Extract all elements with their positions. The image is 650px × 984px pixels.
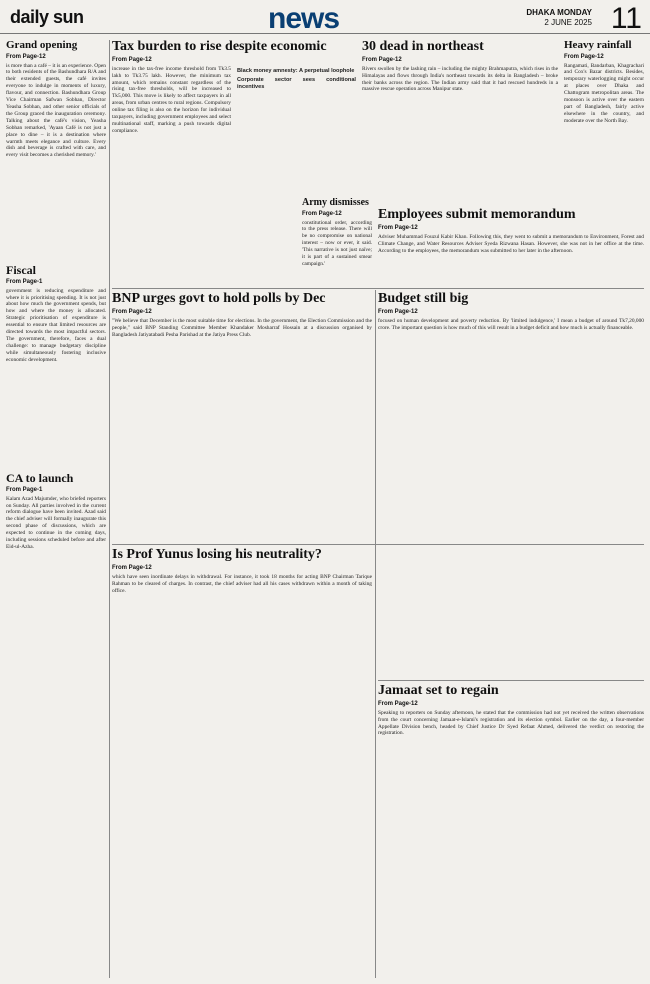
article-bnp-urges bbox=[112, 292, 372, 540]
article-body: Speaking to reporters on Sunday afternoon, he stated that the commission had not yet received the written observations from the court concerning Jamaat-e-Islami's registration and its election symbol. Earlier on the day, a four-member Appellate Division bench, headed by Chief Justice Dr Syed Refaat Ahmed, delivered the verdict on restoring the registration. bbox=[378, 709, 644, 737]
kicker: From Page-12 bbox=[362, 56, 402, 63]
section-title: news bbox=[268, 2, 340, 35]
kicker: From Page-1 bbox=[6, 278, 43, 285]
divider bbox=[378, 680, 644, 681]
article-30-dead bbox=[362, 40, 558, 200]
dateline-city: DHAKA MONDAY bbox=[526, 8, 592, 17]
kicker: From Page-12 bbox=[6, 53, 46, 60]
kicker: From Page-12 bbox=[378, 224, 418, 231]
article-army-dismisses bbox=[302, 198, 372, 284]
kicker: From Page-12 bbox=[302, 210, 342, 217]
article-body: Kalam Azad Majumder, who briefed reporters on Sunday. All parties involved in the current reform dialogue have been invited. Azad said the chief adviser will formally inaugurate this second phase of discussions, which are expected to continue in the coming days, including sessions scheduled before and after Eid-ul-Azha. bbox=[6, 495, 106, 550]
divider bbox=[375, 290, 376, 978]
divider bbox=[112, 288, 644, 289]
kicker: From Page-12 bbox=[112, 564, 152, 571]
brand-logo: daily sun bbox=[10, 7, 84, 27]
article-body: Rangamati, Bandarban, Khagrachari and Cox's Bazar districts. Besides, temporary waterlogging might occur at places over Dhaka and Chattogram metropolitan areas. The monsoon is active over the eastern part of Bangladesh, fairly active elsewhere in the country, and moderate over the North Bay. bbox=[564, 62, 644, 124]
headline: BNP urges govt to hold polls by Dec bbox=[112, 292, 326, 306]
kicker: From Page-12 bbox=[112, 56, 152, 63]
article-body: focused on human development and poverty reduction. By 'limited indulgence,' I mean a budget of around Tk7,20,000 crore. The important question is how much of this will result in a budget deficit and how much is actually financeable. bbox=[378, 317, 644, 331]
article-body: increase in the tax-free income threshold from Tk3.5 lakh to Tk3.75 lakh. However, the minimum tax amount, which remains constant regardless of the rising tax-free thresholds, will be increased to Tk5,000. This move is likely to affect taxpayers in all areas, from urban centres to rural regions. Compulsory online tax filing is also on the horizon for individual taxpayers, including government employees and select multinational staff, marking a push towards digital compliance. bbox=[112, 65, 231, 134]
article-budget-still-big bbox=[378, 292, 644, 540]
article-ca-to-launch bbox=[6, 472, 106, 652]
kicker: From Page-12 bbox=[564, 53, 604, 60]
article-fiscal bbox=[6, 264, 106, 469]
article-body: constitutional order, according to the press release. There will be no compromise on national interest – now or ever, it said. 'This narrative is not just naïve; it is part of a sustained smear campaign.' bbox=[302, 219, 372, 267]
page-number: 11 bbox=[610, 2, 642, 35]
article-prof-yunus bbox=[112, 548, 372, 978]
article-body: "We believe that December is the most suitable time for elections. In the government, the Election Commission and the people," said BNP Standing Committee Member Khandaker Mosharraf Hossain at a discussion organised by Bangladesh Jatiyatabadi Pesha Parishad at the Jatiya Press Club. bbox=[112, 317, 372, 338]
article-body: Adviser Muhammad Fouzul Kabir Khan. Following this, they went to submit a memorandum to Environment, Forest and Climate Change, and Water Resources Adviser Syeda Rizwana Hasan. However, she was not in her office at the time. According to the employees, the memorandum was submitted to her later in the afternoon. bbox=[378, 233, 644, 254]
headline: Army dismisses bbox=[302, 198, 369, 208]
dateline-date: 2 JUNE 2025 bbox=[544, 18, 592, 27]
kicker: From Page-1 bbox=[6, 486, 43, 493]
article-body: Rivers swollen by the lashing rain – including the mighty Brahmaputra, which rises in the Himalayas and flows through India's northeast towards its delta in Bangladesh – broke their banks across the region. The Indian army said that it had rescued hundreds in a massive rescue operation across Manipur state. bbox=[362, 65, 558, 93]
article-grand-opening bbox=[6, 40, 106, 262]
article-employees-submit bbox=[378, 208, 644, 290]
headline: Jamaat set to regain bbox=[378, 684, 499, 698]
headline: Is Prof Yunus losing his neutrality? bbox=[112, 548, 322, 562]
headline: Employees submit memorandum bbox=[378, 208, 576, 222]
kicker: From Page-12 bbox=[112, 308, 152, 315]
subheading: Black money amnesty: A perpetual loophole bbox=[237, 67, 355, 74]
headline: Tax burden to rise despite economic bbox=[112, 40, 327, 54]
kicker: From Page-12 bbox=[378, 700, 418, 707]
divider bbox=[112, 544, 644, 545]
headline: CA to launch bbox=[6, 472, 74, 485]
headline: Heavy rainfall bbox=[564, 40, 632, 51]
subheading: Corporate sector sees conditional incentives bbox=[237, 76, 356, 90]
article-jamaat-regain bbox=[378, 684, 644, 978]
masthead bbox=[0, 0, 650, 34]
divider bbox=[109, 40, 110, 978]
article-body: which have seen inordinate delays in withdrawal. For instance, it took 18 months for acting BNP Chairman Tarique Rahman to be cleared of charges. In contrast, the chief adviser had all his cases withdrawn within a month of taking office. bbox=[112, 573, 372, 594]
headline: Grand opening bbox=[6, 40, 78, 51]
kicker: From Page-12 bbox=[378, 308, 418, 315]
article-body: is more than a café – it is an experience. Open to both residents of the Bashundhara R/A and their extended guests, the café invites everyone to indulge in moments of luxury, flavour, and connection. Bashundhara Group Vice Chairman Safwan Sobhan, Director Yeasha Sobhan, and other senior officials of the Group graced the inauguration ceremony. Talking about the café's vision, Yeasha Sobhan remarked, 'Ayaan Café is not just a place to dine – it is a destination where warmth meets elegance and culture. Every dish and beverage is crafted with care, and every visit becomes a cherished memory.' bbox=[6, 62, 106, 159]
dateline bbox=[526, 8, 592, 28]
article-body: government is reducing expenditure and where it is prioritising spending. It is not just about how much the government spends, but how and where the money is allocated. Strategic prioritisation of expenditure is essential to ensure that limited resources are directed towards the most impactful sectors. The government, therefore, faces a dual challenge: to manage budgetary discipline while simultaneously fostering inclusive economic development. bbox=[6, 287, 106, 363]
headline: 30 dead in northeast bbox=[362, 40, 484, 54]
article-heavy-rainfall bbox=[564, 40, 644, 200]
headline: Budget still big bbox=[378, 292, 469, 306]
headline: Fiscal bbox=[6, 264, 36, 277]
